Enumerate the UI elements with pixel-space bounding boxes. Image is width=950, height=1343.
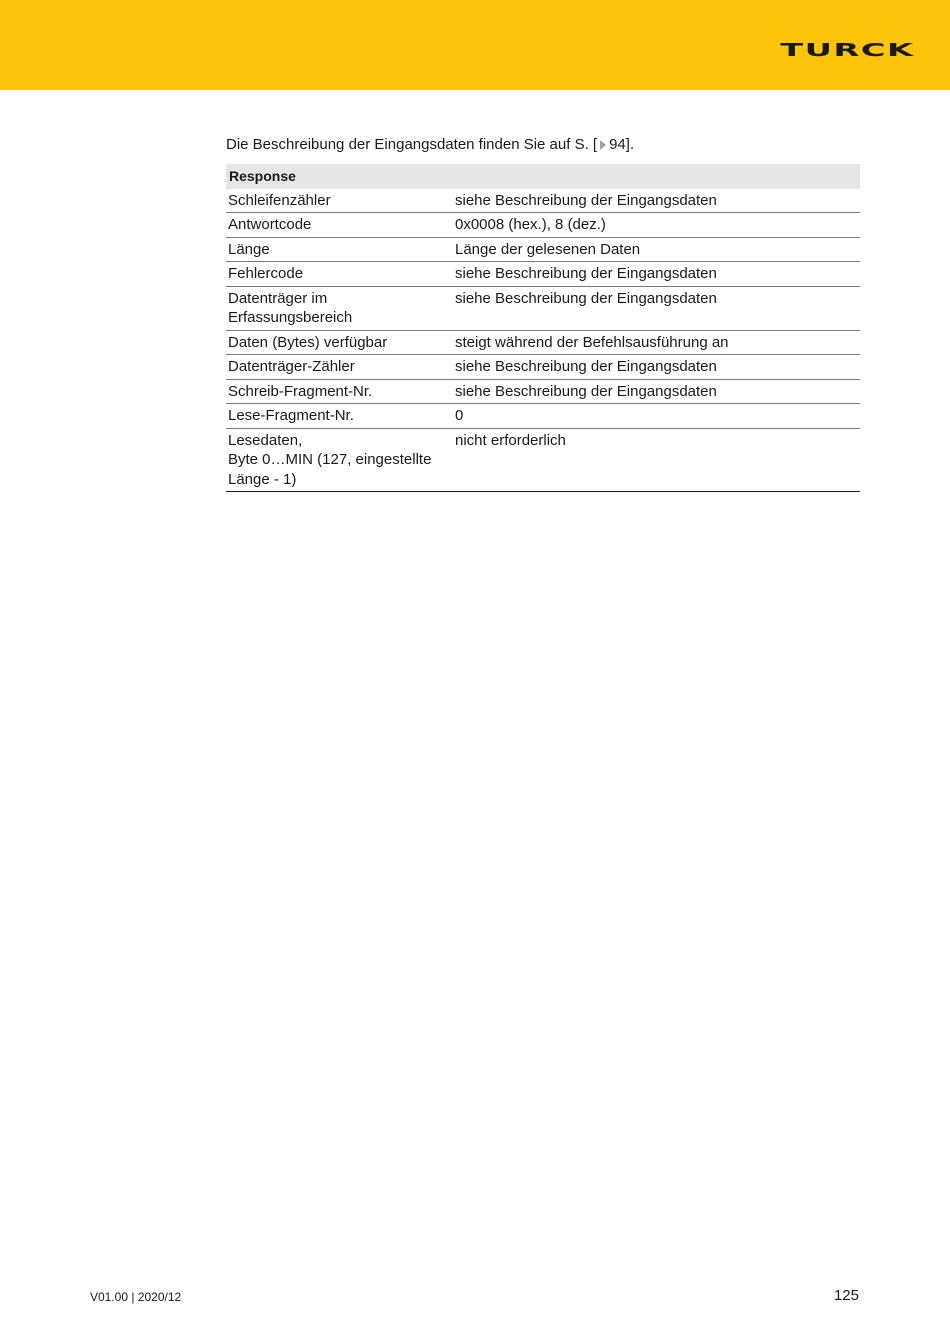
table-row: [226, 379, 860, 404]
row-label: Antwortcode: [226, 213, 453, 238]
row-value: nicht erforderlich: [453, 428, 860, 492]
table-row: [226, 355, 860, 380]
page-ref-arrow-icon[interactable]: [600, 140, 606, 150]
page-ref-link[interactable]: 94: [609, 136, 626, 153]
response-table: [226, 164, 860, 492]
row-value: siehe Beschreibung der Eingangsdaten: [453, 189, 860, 213]
row-value: siehe Beschreibung der Eingangsdaten: [453, 262, 860, 287]
row-value: 0x0008 (hex.), 8 (dez.): [453, 213, 860, 238]
table-row: [226, 286, 860, 330]
table-row: [226, 330, 860, 355]
bracket-open: [: [592, 136, 598, 153]
table-header-row: [226, 164, 860, 189]
table-row: [226, 189, 860, 213]
table-row: [226, 237, 860, 262]
row-label-line: Länge - 1): [228, 470, 297, 488]
row-label-line: Byte 0…MIN (127, eingestellte: [228, 451, 432, 468]
row-value: siehe Beschreibung der Eingangsdaten: [453, 355, 860, 380]
footer-version: V01.00 | 2020/12: [90, 1290, 182, 1304]
table-header: Response: [226, 164, 860, 189]
intro-paragraph: [226, 136, 634, 154]
row-value: Länge der gelesenen Daten: [453, 237, 860, 262]
row-value: siehe Beschreibung der Eingangsdaten: [453, 379, 860, 404]
table-row: [226, 428, 860, 492]
table-row: [226, 213, 860, 238]
intro-text: Die Beschreibung der Eingangsdaten finden Sie auf S.: [226, 136, 593, 153]
table-row: [226, 404, 860, 429]
row-label: Datenträger im Erfassungsbereich: [226, 286, 453, 330]
row-value: siehe Beschreibung der Eingangsdaten: [453, 286, 860, 330]
row-value: 0: [453, 404, 860, 429]
header-bar: [0, 0, 950, 90]
row-label: Fehlercode: [226, 262, 453, 287]
row-label: Daten (Bytes) verfügbar: [226, 330, 453, 355]
table-row: [226, 262, 860, 287]
row-label: Schreib-Fragment-Nr.: [226, 379, 453, 404]
row-value: steigt während der Befehlsausführung an: [453, 330, 860, 355]
footer-page-number: 125: [833, 1287, 859, 1304]
bracket-close: ].: [625, 136, 635, 153]
row-label: Lese-Fragment-Nr.: [226, 404, 453, 429]
row-label: Länge: [226, 237, 453, 262]
row-label-multiline: [226, 428, 453, 492]
row-label-line: Lesedaten,: [228, 431, 303, 449]
row-label: Datenträger-Zähler: [226, 355, 453, 380]
row-label: Schleifenzähler: [226, 189, 453, 213]
turck-logo: TURCK: [779, 39, 914, 61]
